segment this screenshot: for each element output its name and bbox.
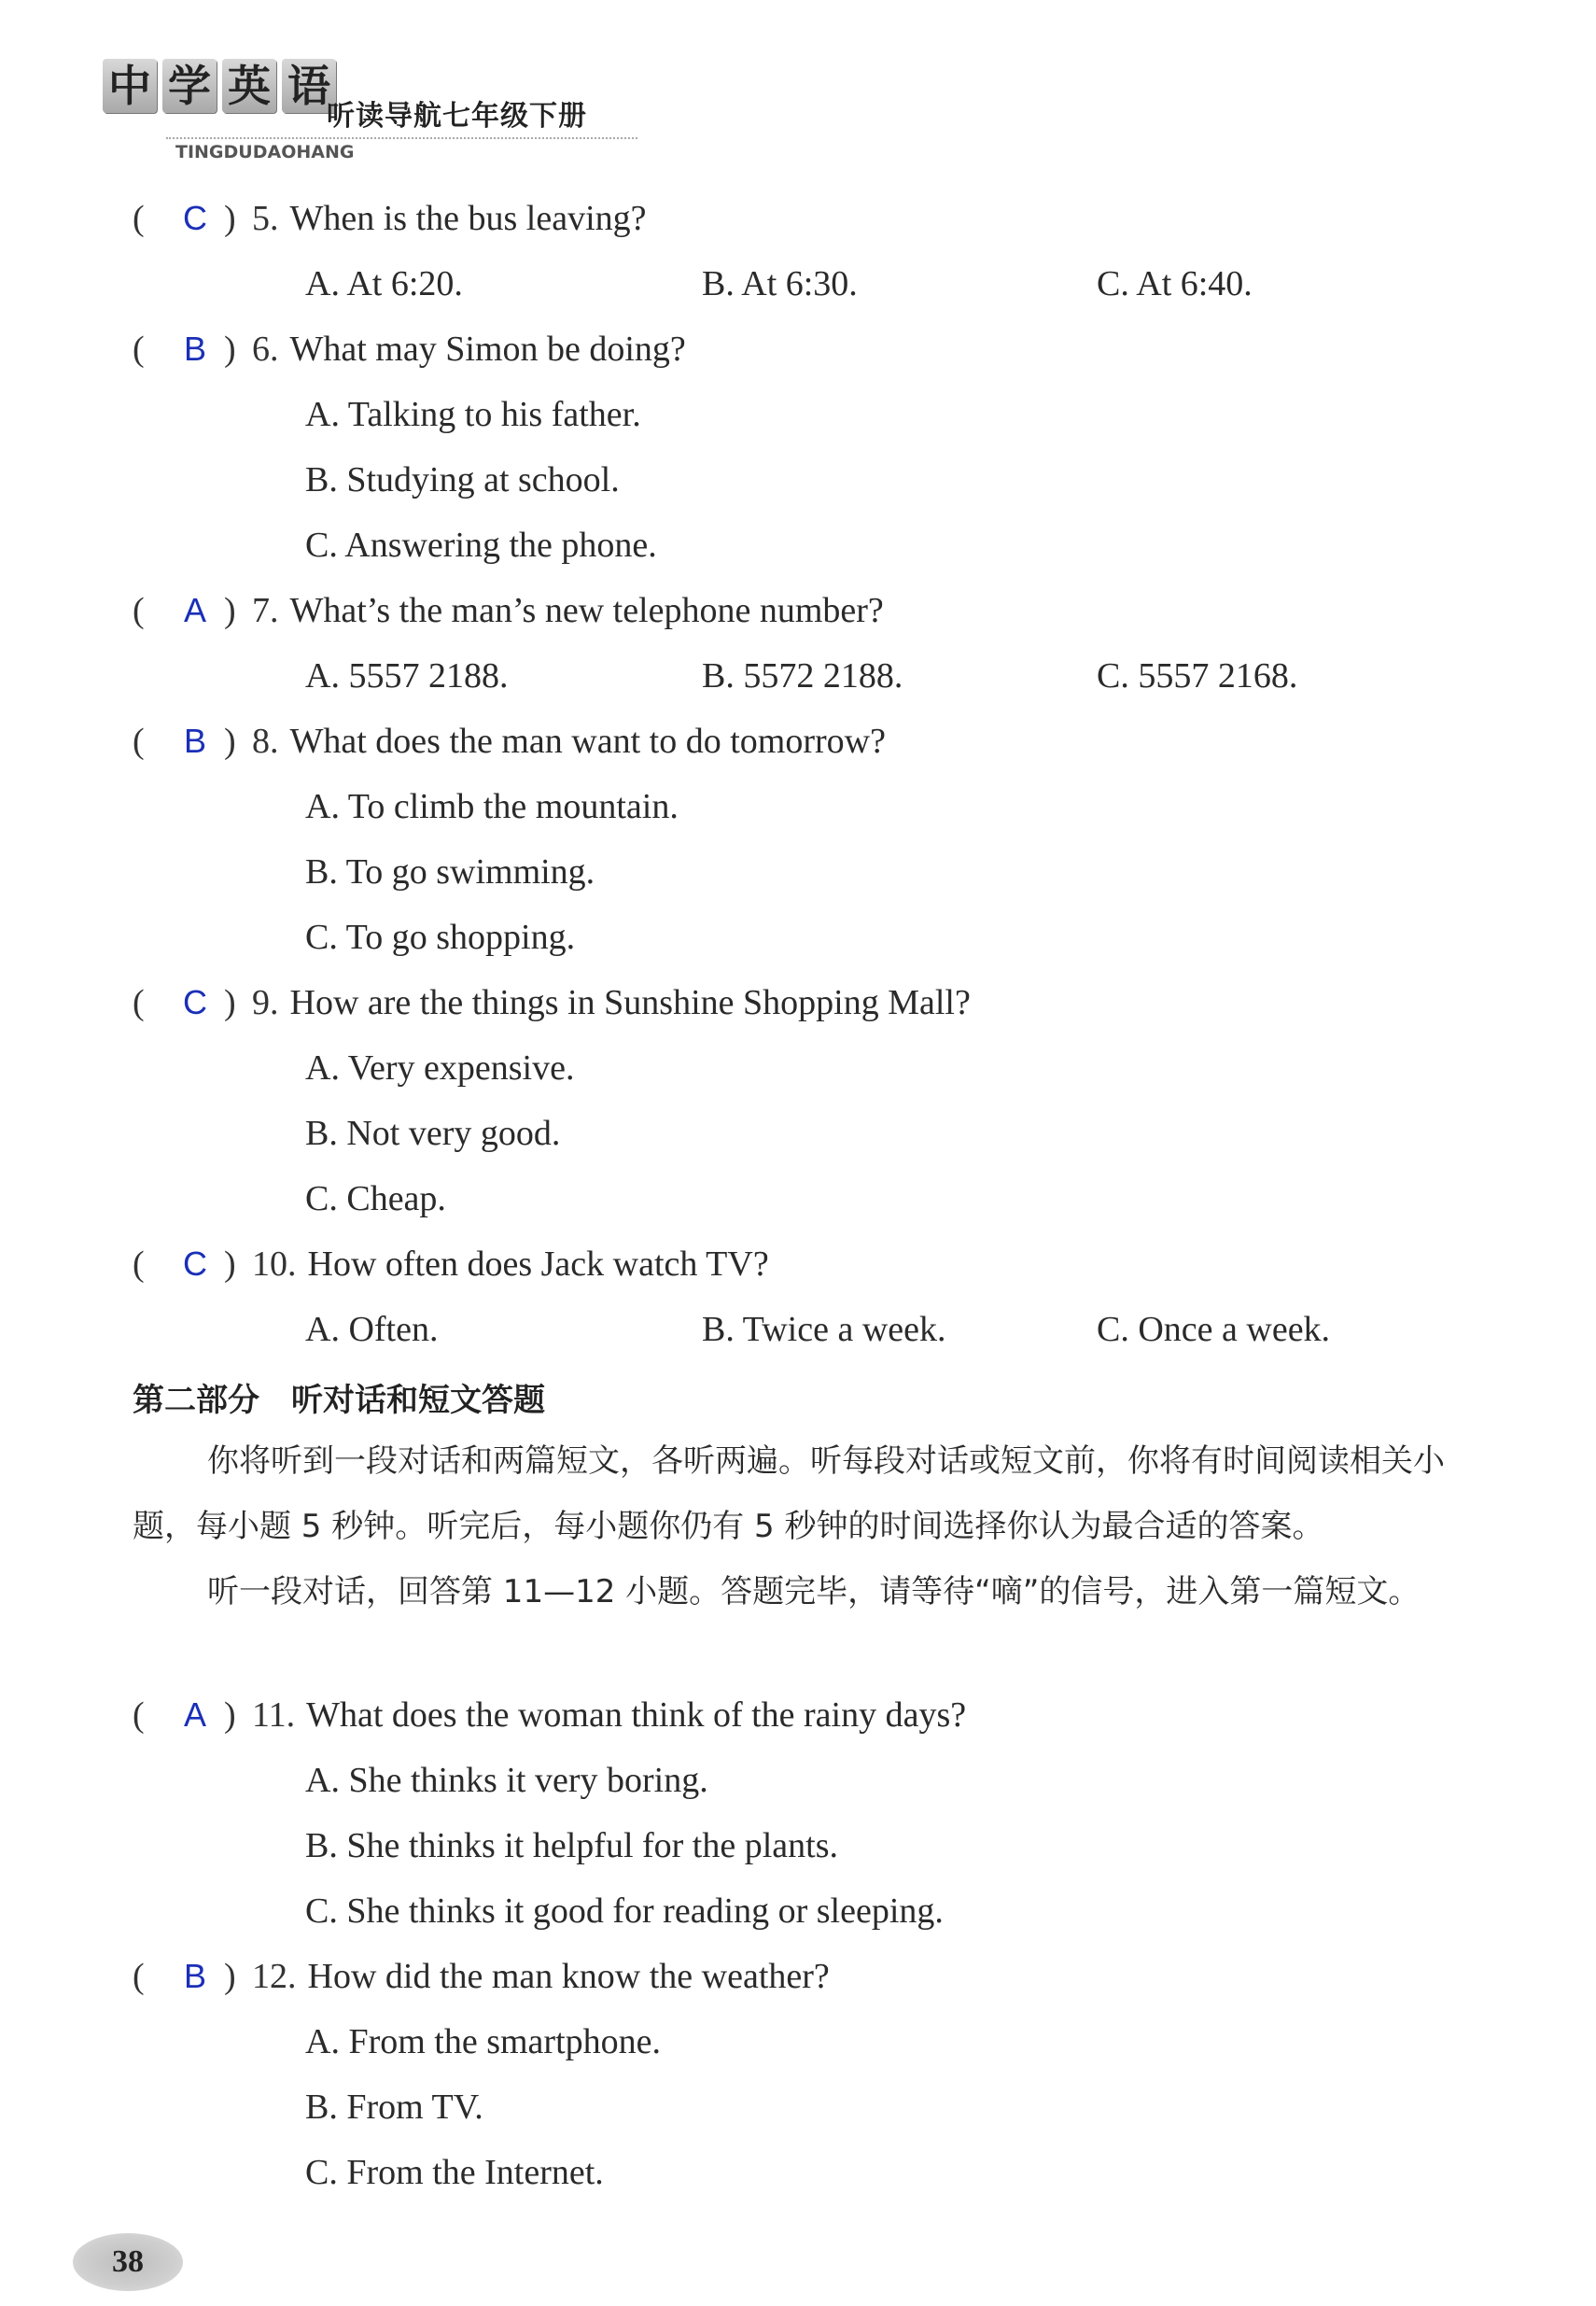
option-b: B. At 6:30. — [702, 264, 858, 303]
question-10 — [133, 1244, 769, 1285]
question-number: 11. — [252, 1695, 296, 1735]
option-a: A. 5557 2188. — [305, 656, 509, 696]
answer-paren-open: ( — [133, 722, 145, 761]
instruction-paragraph: 听一段对话，回答第 11—12 小题。答题完毕，请等待“嘀”的信号，进入第一篇短文。 — [207, 1573, 1421, 1610]
question-8 — [133, 721, 886, 762]
question-text: What does the woman think of the rainy days? — [306, 1695, 967, 1735]
question-number: 7. — [252, 591, 279, 630]
answer-paren-open: ( — [133, 1695, 145, 1735]
option-a: A. She thinks it very boring. — [305, 1761, 708, 1800]
question-text: What may Simon be doing? — [289, 330, 686, 369]
question-number: 8. — [252, 722, 279, 761]
option-a: A. At 6:20. — [305, 264, 463, 303]
option-c: C. Cheap. — [305, 1179, 446, 1218]
page-header — [93, 51, 672, 173]
option-a: A. Very expensive. — [305, 1048, 575, 1088]
question-number: 5. — [252, 199, 279, 238]
answer-paren-open: ( — [133, 591, 145, 630]
answer-letter: C — [183, 199, 207, 237]
book-subtitle: 听读导航七年级下册 — [327, 100, 587, 133]
question-number: 12. — [252, 1957, 297, 1996]
option-c: C. Answering the phone. — [305, 526, 657, 565]
option-b: B. Not very good. — [305, 1114, 561, 1153]
answer-letter: A — [183, 591, 206, 629]
answer-letter: A — [183, 1695, 206, 1734]
answer-letter: C — [183, 983, 207, 1021]
question-11 — [133, 1694, 966, 1736]
answer-letter: B — [183, 722, 206, 760]
instruction-paragraph: 你将听到一段对话和两篇短文，各听两遍。听每段对话或短文前，你将有时间阅读相关小题，每小题 5 秒钟。听完后，每小题你仍有 5 秒钟的时间选择你认为最合适的答案。 — [133, 1442, 1445, 1545]
question-number: 10. — [252, 1244, 297, 1284]
question-text: How did the man know the weather? — [307, 1957, 830, 1996]
question-5 — [133, 198, 647, 239]
answer-paren-open: ( — [133, 983, 145, 1022]
brand-char: 学 — [162, 59, 217, 113]
option-c: C. 5557 2168. — [1097, 656, 1298, 696]
option-c: C. Once a week. — [1097, 1310, 1331, 1349]
option-c: C. To go shopping. — [305, 918, 576, 957]
answer-paren-close: ) — [224, 722, 236, 761]
question-text: What does the man want to do tomorrow? — [289, 722, 886, 761]
question-text: When is the bus leaving? — [289, 199, 647, 238]
question-text: What’s the man’s new telephone number? — [289, 591, 884, 630]
option-b: B. From TV. — [305, 2088, 483, 2127]
answer-paren-close: ) — [224, 1957, 236, 1996]
answer-paren-open: ( — [133, 1244, 145, 1284]
brand-char: 中 — [103, 59, 157, 113]
option-c: C. She thinks it good for reading or sleeping. — [305, 1891, 944, 1931]
question-7 — [133, 590, 884, 631]
option-b: B. She thinks it helpful for the plants. — [305, 1826, 839, 1865]
answer-letter: B — [183, 330, 206, 368]
book-pinyin: TINGDUDAOHANG — [175, 142, 355, 162]
question-number: 9. — [252, 983, 279, 1022]
brand-char: 语 — [282, 59, 336, 113]
option-c: C. At 6:40. — [1097, 264, 1253, 303]
brand-title — [103, 59, 342, 113]
option-a: A. Often. — [305, 1310, 439, 1349]
answer-letter: B — [183, 1957, 206, 1995]
question-12 — [133, 1956, 830, 1997]
answer-letter: C — [183, 1244, 207, 1283]
answer-paren-close: ) — [224, 591, 236, 630]
question-9 — [133, 982, 971, 1023]
question-6 — [133, 329, 686, 370]
page-number: 38 — [112, 2244, 144, 2279]
section-title: 第二部分 听对话和短文答题 — [133, 1382, 545, 1419]
option-b: B. 5572 2188. — [702, 656, 903, 696]
question-text: How are the things in Sunshine Shopping Mall? — [289, 983, 971, 1022]
answer-paren-close: ) — [224, 1244, 236, 1284]
option-b: B. Studying at school. — [305, 460, 620, 499]
brand-char: 英 — [222, 59, 276, 113]
option-b: B. To go swimming. — [305, 852, 595, 892]
question-number: 6. — [252, 330, 279, 369]
answer-paren-close: ) — [224, 1695, 236, 1735]
question-text: How often does Jack watch TV? — [307, 1244, 769, 1284]
option-a: A. To climb the mountain. — [305, 787, 679, 826]
answer-paren-close: ) — [224, 330, 236, 369]
answer-paren-open: ( — [133, 1957, 145, 1996]
answer-paren-close: ) — [224, 983, 236, 1022]
answer-paren-open: ( — [133, 330, 145, 369]
option-c: C. From the Internet. — [305, 2153, 604, 2192]
option-b: B. Twice a week. — [702, 1310, 946, 1349]
option-a: A. Talking to his father. — [305, 395, 641, 434]
header-divider — [166, 137, 637, 139]
answer-paren-open: ( — [133, 199, 145, 238]
option-a: A. From the smartphone. — [305, 2022, 662, 2061]
answer-paren-close: ) — [224, 199, 236, 238]
